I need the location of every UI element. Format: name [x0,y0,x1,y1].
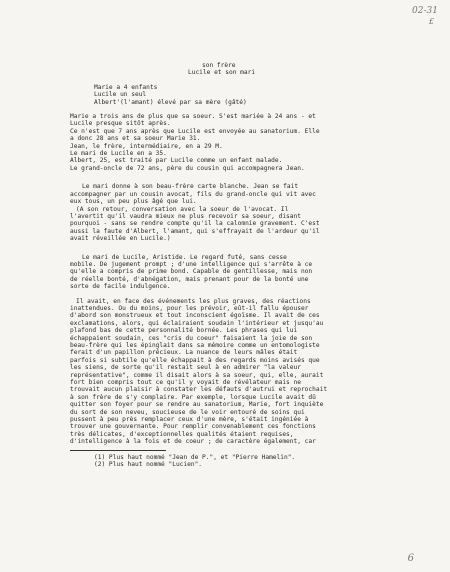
text-line: échappaient soudain, ces "cris du coeur" faisaient la joie de son [70,334,313,342]
text-line: exclamations, alors, qui éclairaient soudain l'intérieur et jusqu'au [70,319,324,327]
text-line: (A son retour, conversation avec la soeur de l'avocat. Il [76,205,289,213]
text-line: qu'elle a compris de prime bond. Capable de gentillesse, mais non [70,268,313,276]
text-line: Le mari donne à son beau-frère carte blanche. Jean se fait [82,183,299,191]
text-line: Il avait, en face des événements les plus graves, des réactions [76,297,311,305]
family-line: Albert'(l'amant) élevé par sa mère (gâté) [94,98,247,106]
text-line: Jean, le frère, intermédiaire, en a 29 M. [70,142,223,150]
family-line: Marie a 4 enfants [94,83,158,91]
handwritten-mark: 6 [407,553,414,564]
text-line: du sort de son neveu, soucieuse de le voir entouré de soins qui [70,408,305,416]
text-line: Lucile presque sitôt après. [70,120,171,128]
text-line: l'avertit qu'il vaudra mieux ne plus recevoir sa soeur, disant [70,212,301,220]
text-line: a donc 28 ans et sa soeur Marie 31. [70,135,201,143]
text-line: de réelle bonté, d'abnégation, mais prenant pour de la bonté une [70,275,309,283]
heading-line: son frère [202,62,236,69]
text-line: trouvait aucun plaisir à constater les défauts d'autrui et reprochait [70,386,328,394]
text-line: aussi la faute d'Albert, l'amant, qui s'effrayait de l'ardeur qu'il [70,227,320,235]
text-line: avait réveillée en Lucile.) [70,235,171,243]
heading-line: Lucile et son mari [188,69,256,77]
text-line: Ce n'est que 7 ans après que Lucile est envoyée au sanatorium. Elle [70,127,320,135]
family-line: Lucile un seul [94,91,147,99]
text-line: beau-frère qui les épinglait dans sa mémoire comme un entomologiste [70,342,320,349]
text-line: trouver une gouvernante. Pour remplir convenablement ces fonctions [70,423,316,431]
text-line: d'intelligence à la fois et de coeur ; de caractère également, car [70,438,316,446]
footnote: (1) Plus haut nommé "Jean de P.", et "Pierre Hamelin". [94,453,296,461]
handwritten-page-number: 02-31 [412,6,438,16]
footnote: (2) Plus haut nommé "Lucien". [94,461,203,469]
text-line: quitter son foyer pour se rendre au sanatorium, Marie, fort inquiète [70,401,324,409]
text-line: parfois si subtile qu'elle échappait à des regards moins avisés que [70,356,320,364]
text-line: Le mari de Lucile en a 35. [70,150,167,158]
text-line: ferait d'un papillon précieux. La nuance de leurs mâles était [70,349,298,357]
text-line: sorte de facile indulgence. [70,283,171,291]
text-line: accompagner par un cousin avocat, fils du grand-oncle qui vit avec [70,190,316,198]
text-line: fort bien compris tout ce qu'il y voyait de révélateur mais ne [70,379,301,387]
text-line: pourquoi - sans se rendre compte qu'il la calomnie gravement. C'est [70,220,320,228]
text-line: pussent à peu près remplacer ceux d'une mère, s'était ingéniée à [70,416,309,424]
text-line: Le mari de Lucile, Aristide. Le regard futé, sans cesse [82,253,287,261]
footnote-rule [70,450,166,451]
text-line: Albert, 25, est traité par Lucile comme un enfant malade. [70,157,283,165]
text-line: à son frère de s'y complaire. Par exemple, lorsque Lucile avait dû [70,393,316,401]
text-line: Marie a trois ans de plus que sa soeur. S'est mariée à 24 ans - et [70,113,316,121]
text-line: inattendues. Ou du moins, pour les prévoir, eût-il fallu épouser [70,304,309,312]
text-line: Le grand-oncle de 72 ans, père du cousin qui accompagnera Jean. [70,164,305,172]
text-line: eux tous, un peu plus âgé que lui. [70,198,197,206]
text-line: d'abord son monstrueux et tout inconscient égoïsme. Il avait de ces [70,312,320,320]
text-line: les siens, de sorte qu'il restait seul à en admirer "la valeur [70,364,301,372]
handwritten-mark: £ [428,17,434,26]
typed-text-body [70,62,438,469]
text-line: mobile. De jugement prompt ; d'une intelligence qui s'arrête à ce [70,260,313,268]
text-line: représentative", comme il disait alors à sa soeur, qui, elle, aurait [70,371,324,379]
text-line: très délicates, d'exceptionnelles qualités étaient requises, [70,430,294,438]
text-line: plafond bas de cette personnalité bornée. Les phrases qui lui [70,327,298,335]
